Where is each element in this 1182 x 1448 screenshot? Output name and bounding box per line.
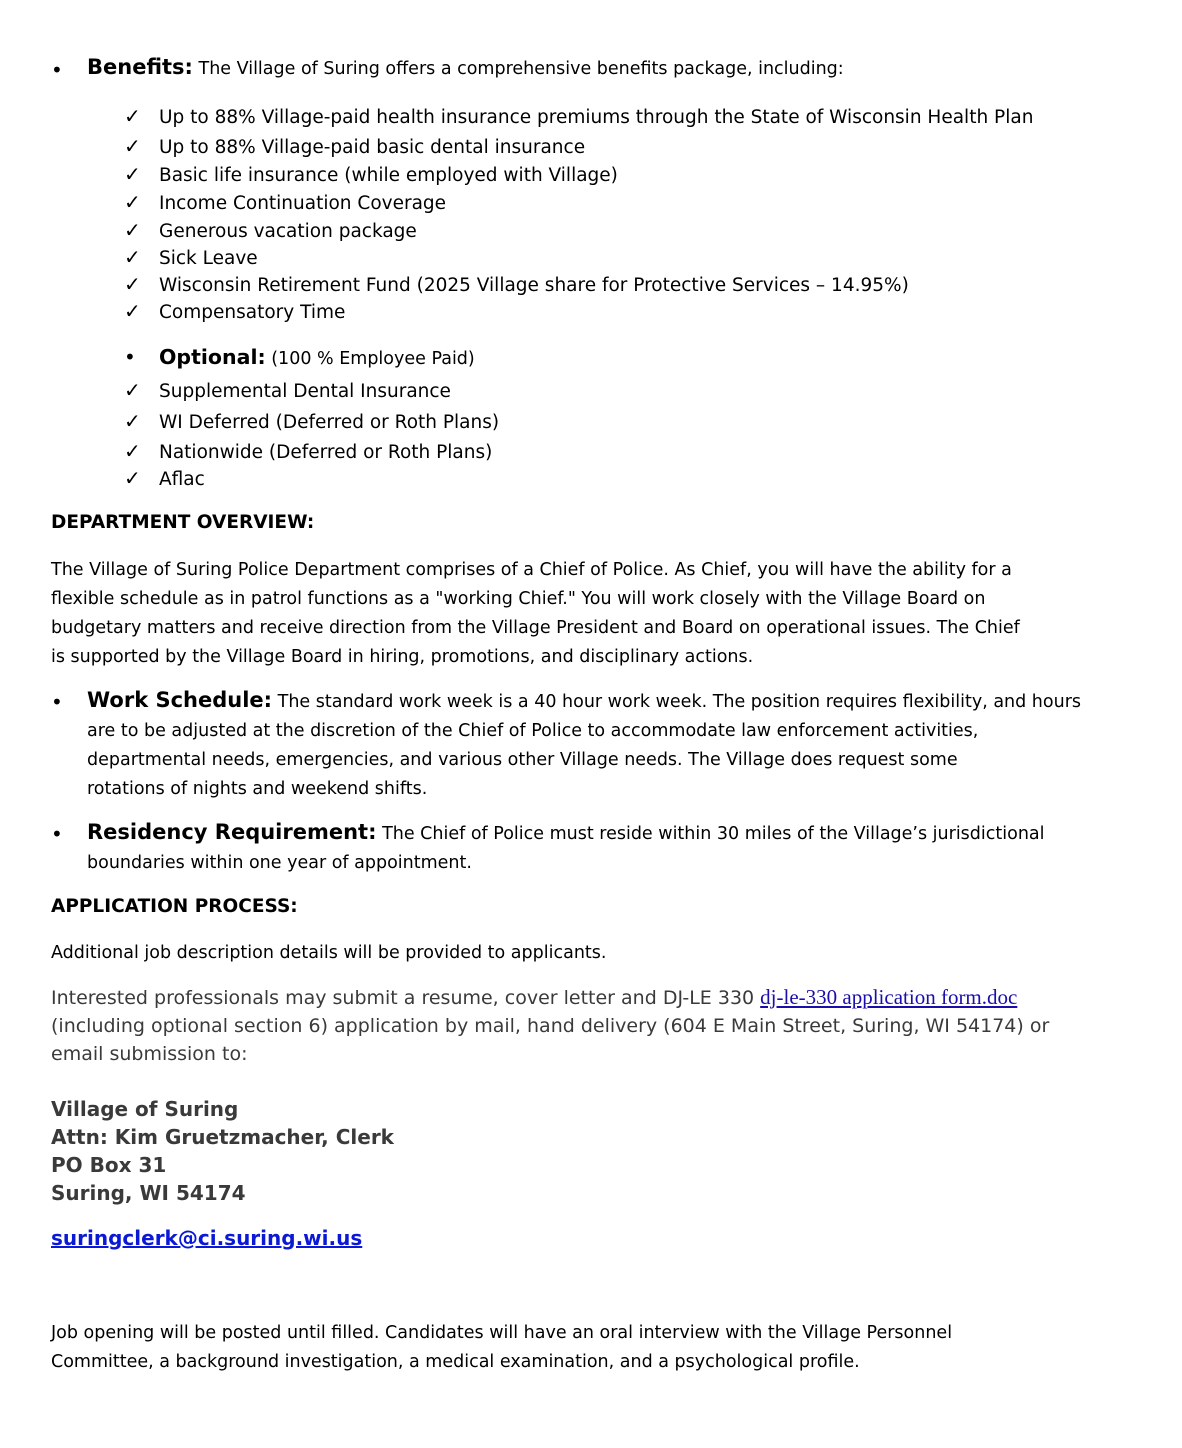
list-item xyxy=(124,439,492,463)
list-item xyxy=(124,378,451,402)
benefit-item: Up to 88% Village-paid health insurance premiums through the State of Wisconsin Health Plan xyxy=(159,107,1034,128)
benefit-item: Wisconsin Retirement Fund (2025 Village share for Protective Services – 14.95%) xyxy=(159,275,909,296)
optional-item: WI Deferred (Deferred or Roth Plans) xyxy=(159,412,500,433)
department-heading: DEPARTMENT OVERVIEW: xyxy=(51,512,315,533)
optional-note: (100 % Employee Paid) xyxy=(265,349,475,369)
address-line: Suring, WI 54174 xyxy=(51,1181,246,1205)
paragraph-line: Job opening will be posted until filled. Candidates will have an oral interview with the Village Personnel xyxy=(51,1323,953,1343)
bullet-dot: • xyxy=(51,690,63,714)
submission-text: email submission to: xyxy=(51,1043,248,1065)
benefit-item: Generous vacation package xyxy=(159,221,417,242)
optional-item: Aflac xyxy=(159,469,205,490)
paragraph-line: Committee, a background investigation, a medical examination, and a psychological profile. xyxy=(51,1352,860,1372)
department-paragraph xyxy=(51,556,1111,672)
list-item xyxy=(124,162,618,186)
checkmark-icon: ✓ xyxy=(124,409,141,433)
checkmark-icon: ✓ xyxy=(124,134,141,158)
checkmark-icon: ✓ xyxy=(124,162,141,186)
optional-line xyxy=(124,345,475,369)
benefit-item: Basic life insurance (while employed with Village) xyxy=(159,165,618,186)
checkmark-icon: ✓ xyxy=(124,245,141,269)
bullet-dot: • xyxy=(124,345,136,369)
list-item xyxy=(124,272,909,296)
paragraph-line: departmental needs, emergencies, and various other Village needs. The Village does request some xyxy=(87,750,958,770)
email-link[interactable]: suringclerk@ci.suring.wi.us xyxy=(51,1226,363,1250)
mailing-address xyxy=(51,1095,394,1207)
residency-label: Residency Requirement: xyxy=(87,820,377,844)
checkmark-icon: ✓ xyxy=(124,299,141,323)
paragraph-line: The Chief of Police must reside within 30 miles of the Village’s jurisdictional xyxy=(376,824,1045,844)
list-item xyxy=(124,190,446,214)
checkmark-icon: ✓ xyxy=(124,104,141,128)
paragraph-line: are to be adjusted at the discretion of the Chief of Police to accommodate law enforcement activities, xyxy=(87,721,979,741)
submission-text: (including optional section 6) application by mail, hand delivery (604 E Main Street, Suring, WI 54174) or xyxy=(51,1015,1050,1037)
application-heading: APPLICATION PROCESS: xyxy=(51,896,298,917)
checkmark-icon: ✓ xyxy=(124,439,141,463)
list-item xyxy=(124,466,205,490)
checkmark-icon: ✓ xyxy=(124,466,141,490)
application-form-link[interactable]: dj-le-330 application form.doc xyxy=(760,985,1018,1009)
list-item xyxy=(124,218,417,242)
benefits-line xyxy=(87,55,844,79)
address-line: Village of Suring xyxy=(51,1097,239,1121)
work-schedule-label: Work Schedule: xyxy=(87,688,273,712)
work-schedule-paragraph xyxy=(87,686,1097,804)
checkmark-icon: ✓ xyxy=(124,378,141,402)
list-item xyxy=(124,134,585,158)
paragraph-line: The standard work week is a 40 hour work week. The position requires flexibility, and hours xyxy=(272,692,1082,712)
paragraph-line: The Village of Suring Police Department comprises of a Chief of Police. As Chief, you will have the ability for a xyxy=(51,560,1012,580)
address-line: Attn: Kim Gruetzmacher, Clerk xyxy=(51,1125,394,1149)
application-details: Additional job description details will be provided to applicants. xyxy=(51,943,607,963)
submission-paragraph xyxy=(51,983,1141,1068)
paragraph-line: rotations of nights and weekend shifts. xyxy=(87,779,428,799)
benefit-item: Up to 88% Village-paid basic dental insurance xyxy=(159,137,586,158)
address-line: PO Box 31 xyxy=(51,1153,167,1177)
paragraph-line: flexible schedule as in patrol functions as a "working Chief." You will work closely with the Village Board on xyxy=(51,589,986,609)
optional-label: Optional: xyxy=(159,345,266,369)
benefit-item: Income Continuation Coverage xyxy=(159,193,447,214)
list-item xyxy=(124,299,345,323)
benefit-item: Sick Leave xyxy=(159,248,258,269)
checkmark-icon: ✓ xyxy=(124,218,141,242)
benefits-intro: The Village of Suring offers a comprehensive benefits package, including: xyxy=(192,59,844,79)
benefits-label: Benefits: xyxy=(87,55,193,79)
bullet-dot: • xyxy=(51,58,63,82)
submission-text: Interested professionals may submit a resume, cover letter and DJ-LE 330 xyxy=(51,987,761,1009)
list-item xyxy=(124,409,499,433)
checkmark-icon: ✓ xyxy=(124,190,141,214)
optional-item: Nationwide (Deferred or Roth Plans) xyxy=(159,442,493,463)
residency-paragraph xyxy=(87,818,1097,878)
bullet-dot: • xyxy=(51,822,63,846)
paragraph-line: is supported by the Village Board in hiring, promotions, and disciplinary actions. xyxy=(51,647,754,667)
paragraph-line: boundaries within one year of appointment. xyxy=(87,853,472,873)
closing-paragraph xyxy=(51,1319,1111,1377)
list-item xyxy=(124,245,258,269)
checkmark-icon: ✓ xyxy=(124,272,141,296)
benefit-item: Compensatory Time xyxy=(159,302,346,323)
list-item xyxy=(124,104,1033,128)
optional-item: Supplemental Dental Insurance xyxy=(159,381,451,402)
paragraph-line: budgetary matters and receive direction from the Village President and Board on operational issues. The Chief xyxy=(51,618,1020,638)
